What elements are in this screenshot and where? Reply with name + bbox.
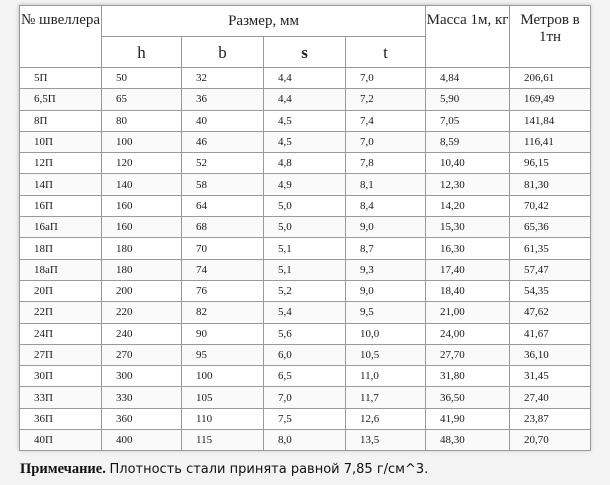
table-row: [20, 280, 591, 301]
cell-t: 7,8: [346, 153, 426, 174]
cell-meters: 47,62: [510, 302, 591, 323]
cell-meters: 57,47: [510, 259, 591, 280]
cell-s: 4,8: [264, 153, 346, 174]
cell-mass: 10,40: [426, 153, 510, 174]
header-meters-per-ton: Метров в 1тн: [510, 6, 591, 68]
cell-h: 100: [102, 131, 182, 152]
cell-t: 11,0: [346, 366, 426, 387]
cell-s: 5,0: [264, 195, 346, 216]
cell-mass: 48,30: [426, 430, 510, 451]
cell-s: 6,5: [264, 366, 346, 387]
table-row: [20, 68, 591, 89]
cell-b: 32: [182, 68, 264, 89]
table-row: [20, 259, 591, 280]
channel-steel-table: [19, 5, 591, 451]
cell-t: 7,4: [346, 110, 426, 131]
cell-channel-number: 33П: [20, 387, 102, 408]
header-b: b: [182, 37, 264, 68]
cell-s: 7,5: [264, 408, 346, 429]
cell-b: 105: [182, 387, 264, 408]
cell-b: 90: [182, 323, 264, 344]
cell-channel-number: 16аП: [20, 217, 102, 238]
cell-s: 4,4: [264, 89, 346, 110]
cell-t: 10,5: [346, 344, 426, 365]
cell-mass: 5,90: [426, 89, 510, 110]
table-row: [20, 387, 591, 408]
header-mass-per-meter: Масса 1м, кг: [426, 6, 510, 68]
header-size-group: Размер, мм: [102, 6, 426, 37]
cell-b: 58: [182, 174, 264, 195]
cell-mass: 17,40: [426, 259, 510, 280]
cell-h: 65: [102, 89, 182, 110]
table-row: [20, 408, 591, 429]
table-row: [20, 174, 591, 195]
cell-h: 160: [102, 195, 182, 216]
cell-h: 80: [102, 110, 182, 131]
footnote-label: Примечание.: [20, 461, 106, 477]
cell-mass: 16,30: [426, 238, 510, 259]
table-row: [20, 344, 591, 365]
cell-channel-number: 27П: [20, 344, 102, 365]
cell-h: 140: [102, 174, 182, 195]
cell-b: 82: [182, 302, 264, 323]
cell-meters: 31,45: [510, 366, 591, 387]
cell-mass: 4,84: [426, 68, 510, 89]
cell-h: 300: [102, 366, 182, 387]
cell-mass: 36,50: [426, 387, 510, 408]
cell-h: 50: [102, 68, 182, 89]
cell-meters: 41,67: [510, 323, 591, 344]
table-body: [20, 68, 591, 451]
cell-t: 7,0: [346, 131, 426, 152]
cell-b: 40: [182, 110, 264, 131]
table-row: [20, 217, 591, 238]
cell-b: 76: [182, 280, 264, 301]
cell-meters: 116,41: [510, 131, 591, 152]
cell-meters: 20,70: [510, 430, 591, 451]
cell-meters: 169,49: [510, 89, 591, 110]
cell-t: 7,2: [346, 89, 426, 110]
cell-b: 115: [182, 430, 264, 451]
cell-meters: 81,30: [510, 174, 591, 195]
cell-channel-number: 40П: [20, 430, 102, 451]
footnote-text: Плотность стали принята равной 7,85 г/см^3.: [109, 462, 429, 477]
cell-meters: 65,36: [510, 217, 591, 238]
cell-channel-number: 24П: [20, 323, 102, 344]
cell-b: 110: [182, 408, 264, 429]
cell-mass: 41,90: [426, 408, 510, 429]
cell-channel-number: 5П: [20, 68, 102, 89]
cell-mass: 31,80: [426, 366, 510, 387]
cell-b: 52: [182, 153, 264, 174]
cell-h: 360: [102, 408, 182, 429]
cell-s: 5,1: [264, 259, 346, 280]
cell-channel-number: 10П: [20, 131, 102, 152]
cell-b: 95: [182, 344, 264, 365]
cell-t: 9,0: [346, 280, 426, 301]
cell-t: 8,4: [346, 195, 426, 216]
table-row: [20, 302, 591, 323]
cell-meters: 206,61: [510, 68, 591, 89]
cell-meters: 141,84: [510, 110, 591, 131]
cell-channel-number: 20П: [20, 280, 102, 301]
cell-mass: 8,59: [426, 131, 510, 152]
cell-s: 5,6: [264, 323, 346, 344]
cell-mass: 15,30: [426, 217, 510, 238]
cell-b: 100: [182, 366, 264, 387]
cell-h: 400: [102, 430, 182, 451]
cell-s: 7,0: [264, 387, 346, 408]
header-channel-number: № швеллера: [20, 6, 102, 68]
cell-h: 180: [102, 259, 182, 280]
cell-channel-number: 12П: [20, 153, 102, 174]
cell-t: 9,0: [346, 217, 426, 238]
cell-meters: 96,15: [510, 153, 591, 174]
cell-mass: 12,30: [426, 174, 510, 195]
cell-t: 11,7: [346, 387, 426, 408]
cell-b: 46: [182, 131, 264, 152]
cell-mass: 21,00: [426, 302, 510, 323]
table-row: [20, 238, 591, 259]
cell-mass: 14,20: [426, 195, 510, 216]
cell-channel-number: 22П: [20, 302, 102, 323]
table-row: [20, 89, 591, 110]
cell-b: 68: [182, 217, 264, 238]
cell-t: 10,0: [346, 323, 426, 344]
cell-channel-number: 30П: [20, 366, 102, 387]
cell-channel-number: 16П: [20, 195, 102, 216]
cell-s: 5,1: [264, 238, 346, 259]
cell-mass: 18,40: [426, 280, 510, 301]
cell-meters: 36,10: [510, 344, 591, 365]
cell-s: 4,4: [264, 68, 346, 89]
cell-channel-number: 36П: [20, 408, 102, 429]
cell-mass: 7,05: [426, 110, 510, 131]
cell-s: 6,0: [264, 344, 346, 365]
table-row: [20, 366, 591, 387]
table-row: [20, 195, 591, 216]
cell-channel-number: 8П: [20, 110, 102, 131]
footnote: [20, 461, 428, 478]
cell-mass: 24,00: [426, 323, 510, 344]
cell-h: 240: [102, 323, 182, 344]
cell-b: 36: [182, 89, 264, 110]
cell-h: 330: [102, 387, 182, 408]
cell-h: 220: [102, 302, 182, 323]
table-row: [20, 131, 591, 152]
table-row: [20, 430, 591, 451]
cell-h: 160: [102, 217, 182, 238]
cell-t: 13,5: [346, 430, 426, 451]
cell-t: 9,5: [346, 302, 426, 323]
cell-t: 8,7: [346, 238, 426, 259]
header-t: t: [346, 37, 426, 68]
cell-b: 74: [182, 259, 264, 280]
cell-t: 8,1: [346, 174, 426, 195]
cell-meters: 27,40: [510, 387, 591, 408]
cell-s: 5,4: [264, 302, 346, 323]
cell-s: 4,5: [264, 110, 346, 131]
table-row: [20, 323, 591, 344]
table-row: [20, 110, 591, 131]
cell-meters: 70,42: [510, 195, 591, 216]
cell-t: 12,6: [346, 408, 426, 429]
cell-meters: 61,35: [510, 238, 591, 259]
cell-channel-number: 6,5П: [20, 89, 102, 110]
cell-h: 120: [102, 153, 182, 174]
table-header: [20, 6, 591, 68]
table-row: [20, 153, 591, 174]
cell-h: 180: [102, 238, 182, 259]
cell-s: 5,2: [264, 280, 346, 301]
cell-t: 7,0: [346, 68, 426, 89]
cell-s: 4,5: [264, 131, 346, 152]
cell-b: 64: [182, 195, 264, 216]
cell-t: 9,3: [346, 259, 426, 280]
cell-mass: 27,70: [426, 344, 510, 365]
header-s: s: [264, 37, 346, 68]
cell-b: 70: [182, 238, 264, 259]
cell-s: 5,0: [264, 217, 346, 238]
cell-s: 8,0: [264, 430, 346, 451]
cell-s: 4,9: [264, 174, 346, 195]
cell-h: 270: [102, 344, 182, 365]
cell-channel-number: 18П: [20, 238, 102, 259]
cell-channel-number: 14П: [20, 174, 102, 195]
cell-meters: 54,35: [510, 280, 591, 301]
cell-meters: 23,87: [510, 408, 591, 429]
cell-h: 200: [102, 280, 182, 301]
header-h: h: [102, 37, 182, 68]
cell-channel-number: 18аП: [20, 259, 102, 280]
channel-table-container: [19, 5, 590, 450]
